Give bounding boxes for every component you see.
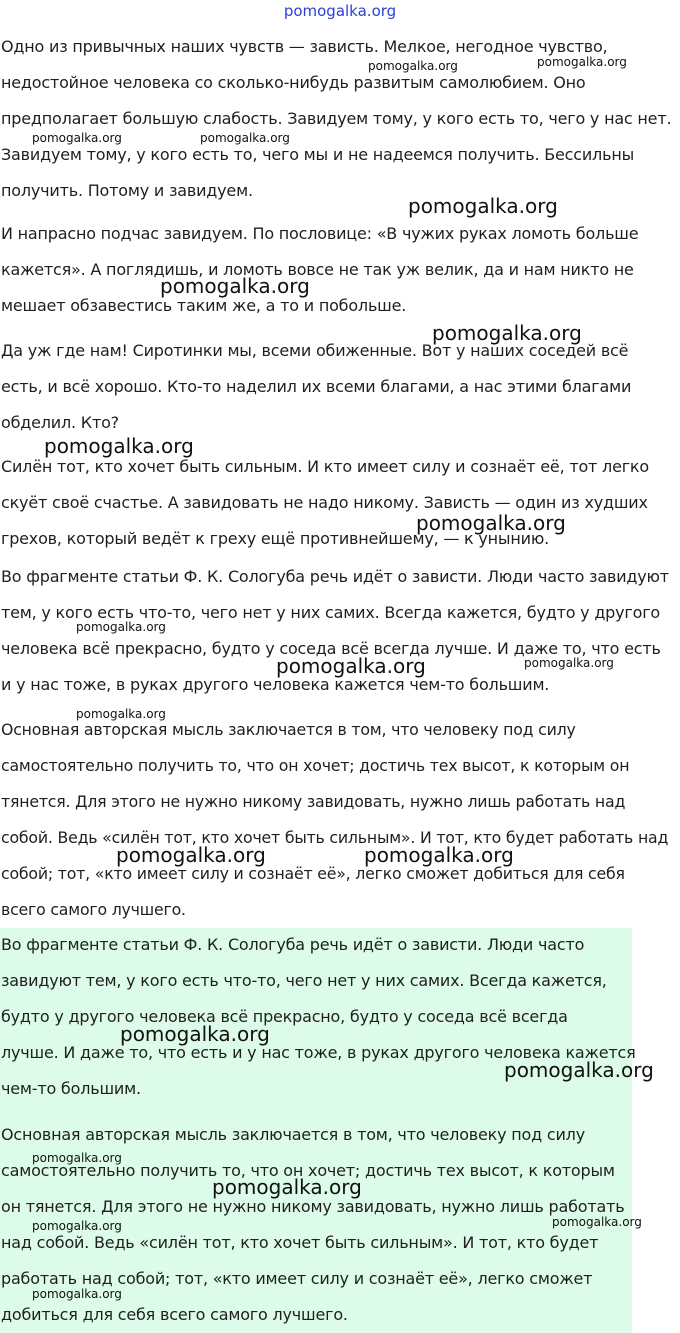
text-line: скуёт своё счастье. А завидовать не надо никому. Зависть — один из худших xyxy=(1,493,648,512)
watermark: pomogalka.org xyxy=(416,511,566,535)
text-line: всего самого лучшего. xyxy=(1,900,186,919)
text-line: тянется. Для этого не нужно никому завидовать, нужно лишь работать над xyxy=(1,792,626,811)
highlighted-paragraph-2 xyxy=(1,1117,624,1333)
text-line: собой; тот, «кто имеет силу и сознаёт её», легко сможет добиться для себя xyxy=(1,864,625,883)
text-line: предполагает большую слабость. Завидуем тому, у кого есть то, чего у нас нет. xyxy=(1,109,672,128)
watermark: pomogalka.org xyxy=(537,55,627,69)
text-line: Во фрагменте статьи Ф. К. Сологуба речь идёт о зависти. Люди часто завидуют xyxy=(1,567,669,586)
watermark: pomogalka.org xyxy=(32,1219,122,1233)
text-line: работать над собой; тот, «кто имеет силу и сознаёт её», легко сможет xyxy=(1,1269,593,1288)
watermark: pomogalka.org xyxy=(364,843,514,867)
text-line: Основная авторская мысль заключается в том, что человеку под силу xyxy=(1,1125,585,1144)
text-line: недостойное человека со сколько-нибудь развитым самолюбием. Оно xyxy=(1,73,586,92)
highlighted-paragraph-1 xyxy=(1,927,636,1107)
watermark: pomogalka.org xyxy=(44,434,194,458)
text-line: над собой. Ведь «силён тот, кто хочет быть сильным». И тот, кто будет xyxy=(1,1233,599,1252)
watermark: pomogalka.org xyxy=(432,321,582,345)
text-line: Основная авторская мысль заключается в том, что человеку под силу xyxy=(1,720,576,739)
watermark: pomogalka.org xyxy=(120,1022,270,1046)
watermark: pomogalka.org xyxy=(408,194,558,218)
watermark: pomogalka.org xyxy=(32,1287,122,1301)
text-line: кажется». А поглядишь, и ломоть вовсе не так уж велик, да и нам никто не xyxy=(1,260,634,279)
text-line: тем, у кого есть что-то, чего нет у них самих. Всегда кажется, будто у другого xyxy=(1,603,661,622)
summary-paragraph-2 xyxy=(1,712,668,928)
text-line: И напрасно подчас завидуем. По пословице: «В чужих руках ломоть больше xyxy=(1,224,639,243)
text-line: завидуют тем, у кого есть что-то, чего нет у них самих. Всегда кажется, xyxy=(1,971,607,990)
watermark: pomogalka.org xyxy=(552,1215,642,1229)
watermark: pomogalka.org xyxy=(76,620,166,634)
text-line: получить. Потому и завидуем. xyxy=(1,181,253,200)
text-line: Завидуем тому, у кого есть то, чего мы и не надеемся получить. Бессильны xyxy=(1,145,635,164)
text-line: Силён тот, кто хочет быть сильным. И кто имеет силу и сознаёт её, тот легко xyxy=(1,457,649,476)
watermark: pomogalka.org xyxy=(76,707,166,721)
text-line: чем-то большим. xyxy=(1,1079,141,1098)
watermark: pomogalka.org xyxy=(212,1175,362,1199)
text-line: Одно из привычных наших чувств — зависть. Мелкое, негодное чувство, xyxy=(1,37,608,56)
watermark: pomogalka.org xyxy=(116,843,266,867)
text-line: обделил. Кто? xyxy=(1,413,119,432)
text-line: самостоятельно получить то, что он хочет; достичь тех высот, к которым xyxy=(1,1161,615,1180)
text-line: добиться для себя всего самого лучшего. xyxy=(1,1305,348,1324)
text-line: Да уж где нам! Сиротинки мы, всеми обиженные. Вот у наших соседей всё xyxy=(1,341,629,360)
text-line: Во фрагменте статьи Ф. К. Сологуба речь идёт о зависти. Люди часто xyxy=(1,935,585,954)
watermark: pomogalka.org xyxy=(276,654,426,678)
paragraph-4 xyxy=(1,449,649,557)
paragraph-2 xyxy=(1,216,638,324)
text-line: есть, и всё хорошо. Кто-то наделил их всеми благами, а нас этими благами xyxy=(1,377,632,396)
text-line: собой. Ведь «силён тот, кто хочет быть сильным». И тот, кто будет работать над xyxy=(1,828,669,847)
watermark: pomogalka.org xyxy=(160,274,310,298)
text-line: грехов, который ведёт к греху ещё противнейшему, — к унынию. xyxy=(1,529,549,548)
text-line: лучше. И даже то, что есть и у нас тоже, в руках другого человека кажется xyxy=(1,1043,636,1062)
watermark: pomogalka.org xyxy=(200,131,290,145)
text-line: самостоятельно получить то, что он хочет; достичь тех высот, к которым он xyxy=(1,756,630,775)
text-line: человека всё прекрасно, будто у соседа всё всегда лучше. И даже то, что есть xyxy=(1,639,661,658)
paragraph-1 xyxy=(1,29,671,209)
watermark: pomogalka.org xyxy=(32,1151,122,1165)
site-link[interactable]: pomogalka.org xyxy=(283,2,397,20)
watermark: pomogalka.org xyxy=(32,131,122,145)
text-line: он тянется. Для этого не нужно никому завидовать, нужно лишь работать xyxy=(1,1197,625,1216)
watermark: pomogalka.org xyxy=(504,1058,654,1082)
text-line: мешает обзавестись таким же, а то и побольше. xyxy=(1,296,407,315)
text-line: будто у другого человека всё прекрасно, будто у соседа всё всегда xyxy=(1,1007,568,1026)
summary-paragraph-1 xyxy=(1,559,669,703)
text-line: и у нас тоже, в руках другого человека кажется чем-то большим. xyxy=(1,675,550,694)
paragraph-3 xyxy=(1,333,631,441)
watermark: pomogalka.org xyxy=(524,656,614,670)
watermark: pomogalka.org xyxy=(368,59,458,73)
